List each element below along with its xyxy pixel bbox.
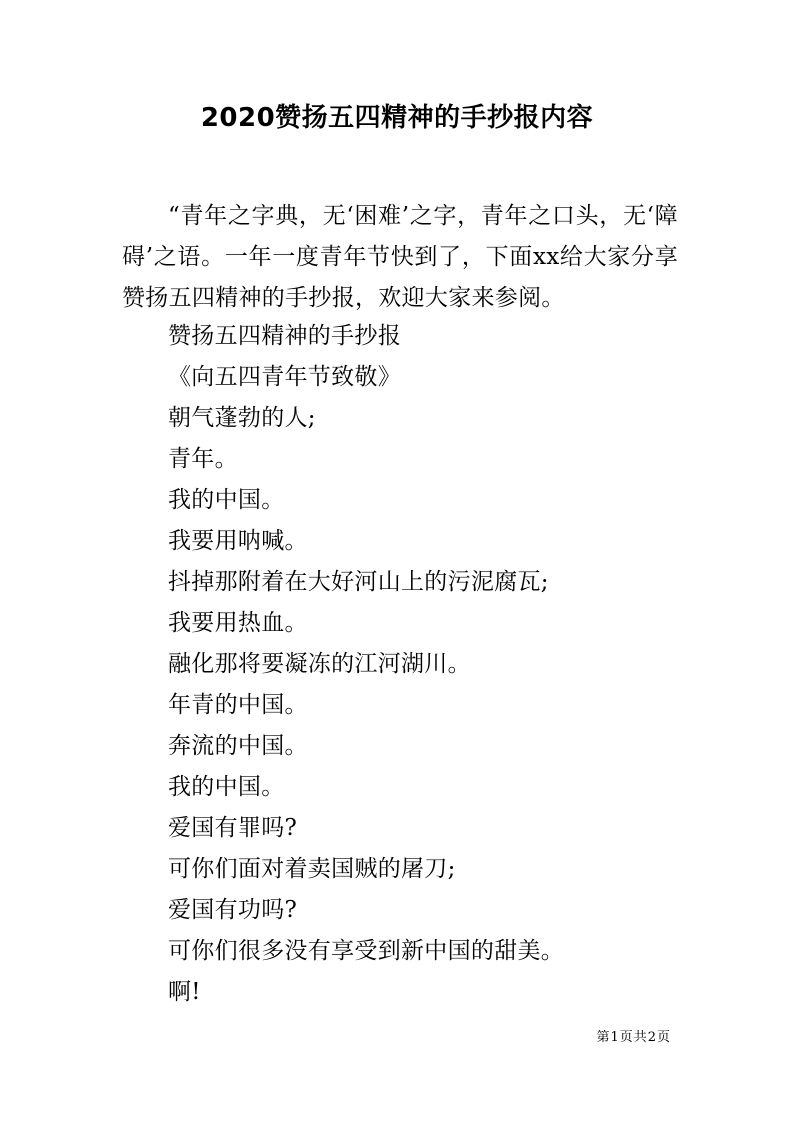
poem-line: 朝气蓬勃的人; [168, 405, 316, 431]
intro-paragraph: “青年之字典，无‘困难’之字，青年之口头，无‘障碍’之语。一年一度青年节快到了，下面xx给大家分享赞扬五四精神的手抄报，欢迎大家来参阅。 [122, 203, 678, 311]
poem-line: 可你们很多没有享受到新中国的甜美。 [168, 938, 565, 964]
poem-line: 爱国有罪吗? [168, 815, 298, 841]
poem-line: 我要用热血。 [168, 610, 308, 636]
poem-line: 我的中国。 [168, 774, 285, 800]
poem-line: 我的中国。 [168, 487, 285, 513]
page-number-footer: 第1页共2页 [596, 1030, 671, 1045]
poem-line: 年青的中国。 [168, 692, 308, 718]
poem-line: 抖掉那附着在大好河山上的污泥腐瓦; [168, 569, 549, 595]
poem-lines [168, 316, 688, 1013]
poem-line: 啊! [168, 979, 201, 1005]
poem-line: 我要用呐喊。 [168, 528, 308, 554]
document-title: 2020赞扬五四精神的手抄报内容 [200, 103, 594, 133]
poem-line: 奔流的中国。 [168, 733, 308, 759]
line-poem-title: 《向五四青年节致敬》 [168, 364, 401, 390]
poem-line: 青年。 [168, 446, 238, 472]
poem-line: 爱国有功吗? [168, 897, 298, 923]
line-heading: 赞扬五四精神的手抄报 [168, 323, 401, 349]
poem-line: 可你们面对着卖国贼的屠刀; [168, 856, 456, 882]
poem-line: 融化那将要凝冻的江河湖川。 [168, 651, 471, 677]
